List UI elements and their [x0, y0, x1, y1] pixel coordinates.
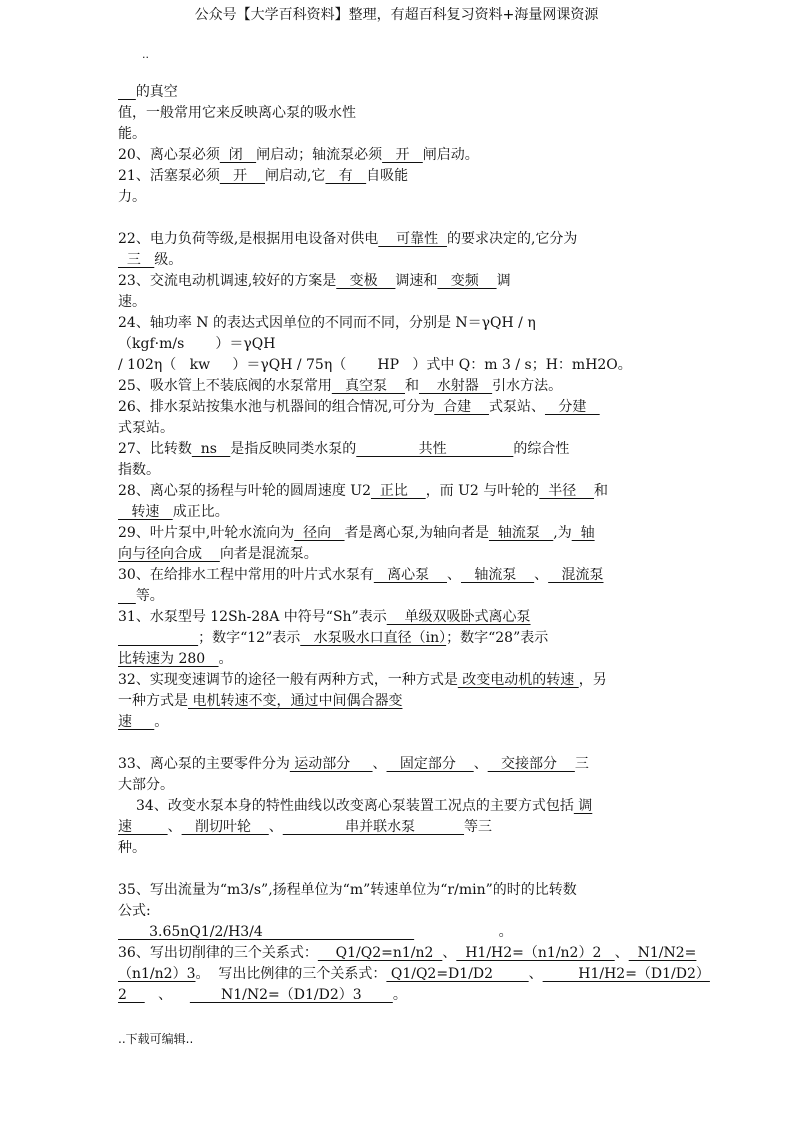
- answer-blank: 电机转速不变，通过中间偶合器变: [188, 693, 403, 709]
- question-text: 、: [473, 756, 488, 772]
- answer-blank: 转速: [118, 504, 173, 520]
- question-text: 者是离心泵,为轴向者是: [344, 525, 489, 541]
- question-text: 大部分。: [118, 777, 174, 793]
- answer-blank: 固定部分: [386, 756, 474, 772]
- text-line: [118, 649, 678, 670]
- text-line: [118, 250, 678, 271]
- page-footer: ..下载可编辑..: [118, 1032, 194, 1046]
- text-line: [118, 523, 678, 544]
- question-text: 自吸能: [366, 168, 409, 184]
- question-text: 36、写出切削律的三个关系式：: [118, 945, 318, 961]
- question-text: 调: [496, 273, 511, 289]
- blank-line: [118, 859, 678, 880]
- question-text: 33、离心泵的主要零件分为: [118, 756, 290, 772]
- question-text: 一种方式是: [118, 693, 188, 709]
- question-text: 向者是混流泵。: [219, 546, 318, 562]
- question-text: 。: [392, 987, 407, 1003]
- answer-blank: 共性: [356, 441, 514, 457]
- text-line: [118, 565, 678, 586]
- question-text: 等三: [464, 819, 493, 835]
- blank-line: [118, 733, 678, 754]
- answer-blank: Q1/Q2=D1/D2: [386, 966, 529, 982]
- answer-blank: 交接部分: [487, 756, 575, 772]
- text-line: [118, 775, 678, 796]
- question-text: 、: [528, 966, 543, 982]
- text-line: [118, 880, 678, 901]
- question-text: 、: [614, 945, 629, 961]
- question-text: ，另: [578, 672, 607, 688]
- question-text: 闸启动。: [422, 147, 479, 163]
- text-line: [118, 901, 678, 922]
- answer-blank: 削切叶轮: [181, 819, 269, 835]
- header-dots: ..: [142, 48, 149, 61]
- answer-blank: 水泵吸水口直径（in）: [300, 630, 447, 646]
- answer-blank: ns: [191, 441, 231, 457]
- question-text: 三: [574, 756, 589, 772]
- text-line: [118, 229, 678, 250]
- question-text: / 102η（ kw ）＝γQH / 75η（ HP ）式中 Q：m 3 / s；H：mH2O。: [118, 357, 632, 373]
- question-text: （kgf·m/s ）＝γQH: [118, 336, 276, 352]
- text-line: [118, 124, 678, 145]
- question-text: 成正比。: [172, 504, 229, 520]
- question-text: 级。: [154, 252, 183, 268]
- question-text: 。 写出比例律的三个关系式：: [195, 966, 387, 982]
- question-text: 式泵站、: [488, 399, 545, 415]
- text-line: [118, 838, 678, 859]
- text-line: [118, 145, 678, 166]
- text-line: [118, 103, 678, 124]
- text-line: [118, 460, 678, 481]
- answer-blank: 半径: [539, 483, 594, 499]
- question-text: 是指反映同类水泵的: [230, 441, 357, 457]
- text-line: [118, 691, 678, 712]
- question-text: 26、排水泵站按集水池与机器间的组合情况,可分为: [118, 399, 435, 415]
- text-line: [118, 586, 678, 607]
- question-text: 28、离心泵的扬程与叶轮的圆周速度 U2: [118, 483, 371, 499]
- answer-blank: 可靠性: [378, 231, 447, 247]
- answer-blank: 向与径向合成: [118, 546, 220, 562]
- answer-blank: 改变电动机的转速: [457, 672, 579, 688]
- question-text: 闸启动,它: [264, 168, 326, 184]
- question-text: 30、在给排水工程中常用的叶片式水泵有: [118, 567, 374, 583]
- question-text: 、: [268, 819, 283, 835]
- answer-blank: 2: [118, 987, 145, 1003]
- question-text: 的综合性: [513, 441, 570, 457]
- question-text: 34、改变水泵本身的特性曲线以改变离心泵装置工况点的主要方式包括: [136, 798, 574, 814]
- text-line: [118, 502, 678, 523]
- answer-blank: 比转速为 280: [118, 651, 219, 667]
- answer-blank: （n1/n2）3: [118, 966, 196, 982]
- answer-blank: 三: [118, 252, 155, 268]
- question-text: ；数字“12”表示: [198, 630, 301, 646]
- answer-blank: [118, 588, 136, 604]
- question-text: 24、轴功率 N 的表达式因单位的不同而不同，分别是 N＝γQH / η: [118, 315, 536, 331]
- text-line: [118, 271, 678, 292]
- answer-blank: [118, 84, 136, 100]
- text-line: [118, 418, 678, 439]
- answer-blank: H1/H2=（n1/n2）2: [456, 945, 615, 961]
- answer-blank: 变频: [437, 273, 497, 289]
- answer-blank: N1/N2=（D1/D2）3: [189, 987, 393, 1003]
- text-line: [118, 397, 678, 418]
- question-text: 。: [414, 924, 513, 940]
- question-text: 指数。: [118, 462, 160, 478]
- answer-blank: 开: [382, 147, 423, 163]
- answer-blank: 运动部分: [289, 756, 373, 772]
- text-line: [118, 628, 678, 649]
- question-text: ；数字“28”表示: [446, 630, 549, 646]
- answer-blank: Q1/Q2=n1/n2: [317, 945, 443, 961]
- question-text: 种。: [118, 840, 146, 856]
- page-header: 公众号【大学百科资料】整理，有超百科复习资料+海量网课资源: [194, 7, 599, 23]
- text-line: [118, 985, 678, 1006]
- answer-blank: N1/N2=: [628, 945, 697, 961]
- text-line: [118, 187, 678, 208]
- text-line: [118, 796, 678, 817]
- document-body: [118, 82, 710, 1006]
- question-text: 。: [154, 714, 169, 730]
- text-line: [118, 544, 678, 565]
- text-line: [118, 355, 678, 376]
- text-line: [118, 817, 678, 838]
- text-line: [118, 82, 678, 103]
- answer-blank: H1/H2=（D1/D2）: [542, 966, 710, 982]
- question-text: 和: [404, 378, 419, 394]
- text-line: [118, 670, 678, 691]
- question-text: 23、交流电动机调速,较好的方案是: [118, 273, 337, 289]
- blank-line: [118, 208, 678, 229]
- question-text: ，而 U2 与叶轮的: [425, 483, 540, 499]
- question-text: 的要求决定的,它分为: [446, 231, 578, 247]
- text-line: [118, 481, 678, 502]
- question-text: 值，一般常用它来反映离心泵的吸水性: [118, 105, 356, 121]
- question-text: 。: [218, 651, 233, 667]
- answer-blank: 串并联水泵: [282, 819, 465, 835]
- text-line: [118, 922, 678, 943]
- question-text: 21、活塞泵必须: [118, 168, 220, 184]
- answer-blank: 速: [118, 714, 155, 730]
- text-line: [118, 334, 678, 355]
- question-text: 31、水泵型号 12Sh-28A 中符号“Sh”表示: [118, 609, 387, 625]
- question-text: 和: [594, 483, 608, 499]
- answer-blank: 开: [219, 168, 265, 184]
- text-line: [118, 376, 678, 397]
- question-text: 式泵站。: [118, 420, 174, 436]
- answer-blank: 变极: [336, 273, 396, 289]
- answer-blank: 有: [325, 168, 367, 184]
- question-text: 22、电力负荷等级,是根据用电设备对供电: [118, 231, 379, 247]
- question-text: 32、实现变速调节的途径一般有两种方式，一种方式是: [118, 672, 458, 688]
- text-line: [118, 607, 678, 628]
- question-text: 能。: [118, 126, 146, 142]
- question-text: 公式:: [118, 903, 151, 919]
- text-line: [118, 439, 678, 460]
- answer-blank: 3.65nQ1/2/H3/4: [118, 924, 415, 940]
- answer-blank: 径向: [294, 525, 345, 541]
- question-text: 25、吸水管上不装底阀的水泵常用: [118, 378, 332, 394]
- answer-blank: 调: [573, 798, 593, 814]
- question-text: 调速和: [395, 273, 438, 289]
- question-text: 、: [446, 567, 461, 583]
- question-text: 引水方法。: [492, 378, 563, 394]
- question-text: 、: [167, 819, 182, 835]
- answer-blank: 轴流泵: [460, 567, 535, 583]
- question-text: 、: [534, 567, 549, 583]
- text-line: [118, 943, 697, 964]
- text-line: [118, 292, 678, 313]
- question-text: 27、比转数: [118, 441, 192, 457]
- answer-blank: 速: [118, 819, 168, 835]
- text-line: [118, 964, 710, 985]
- question-text: 20、离心泵必须: [118, 147, 220, 163]
- question-text: 力。: [118, 189, 146, 205]
- question-text: 29、叶片泵中,叶轮水流向为: [118, 525, 295, 541]
- answer-blank: 轴流泵: [488, 525, 554, 541]
- text-line: [118, 754, 678, 775]
- question-text: 、: [372, 756, 387, 772]
- text-line: [118, 712, 678, 733]
- answer-blank: [118, 630, 198, 646]
- question-text: 、: [144, 987, 190, 1003]
- question-text: 等。: [135, 588, 164, 604]
- question-text: 闸启动；轴流泵必须: [256, 147, 383, 163]
- question-text: 的真空: [135, 84, 178, 100]
- answer-blank: 分建: [544, 399, 600, 415]
- answer-blank: 离心泵: [373, 567, 447, 583]
- answer-blank: 混流泵: [548, 567, 604, 583]
- answer-blank: 合建: [434, 399, 489, 415]
- text-line: [118, 166, 678, 187]
- answer-blank: 单级双吸卧式离心泵: [386, 609, 531, 625]
- answer-blank: 闭: [219, 147, 257, 163]
- answer-blank: 真空泵: [331, 378, 405, 394]
- question-text: 速。: [118, 294, 146, 310]
- answer-blank: 轴: [571, 525, 595, 541]
- text-line: [118, 313, 678, 334]
- question-text: 35、写出流量为“m3/s”,扬程单位为“m”转速单位为“r/min”的时的比转数: [118, 882, 577, 898]
- answer-blank: 水射器: [418, 378, 493, 394]
- question-text: 、: [442, 945, 457, 961]
- answer-blank: 正比: [370, 483, 426, 499]
- question-text: ,为: [553, 525, 572, 541]
